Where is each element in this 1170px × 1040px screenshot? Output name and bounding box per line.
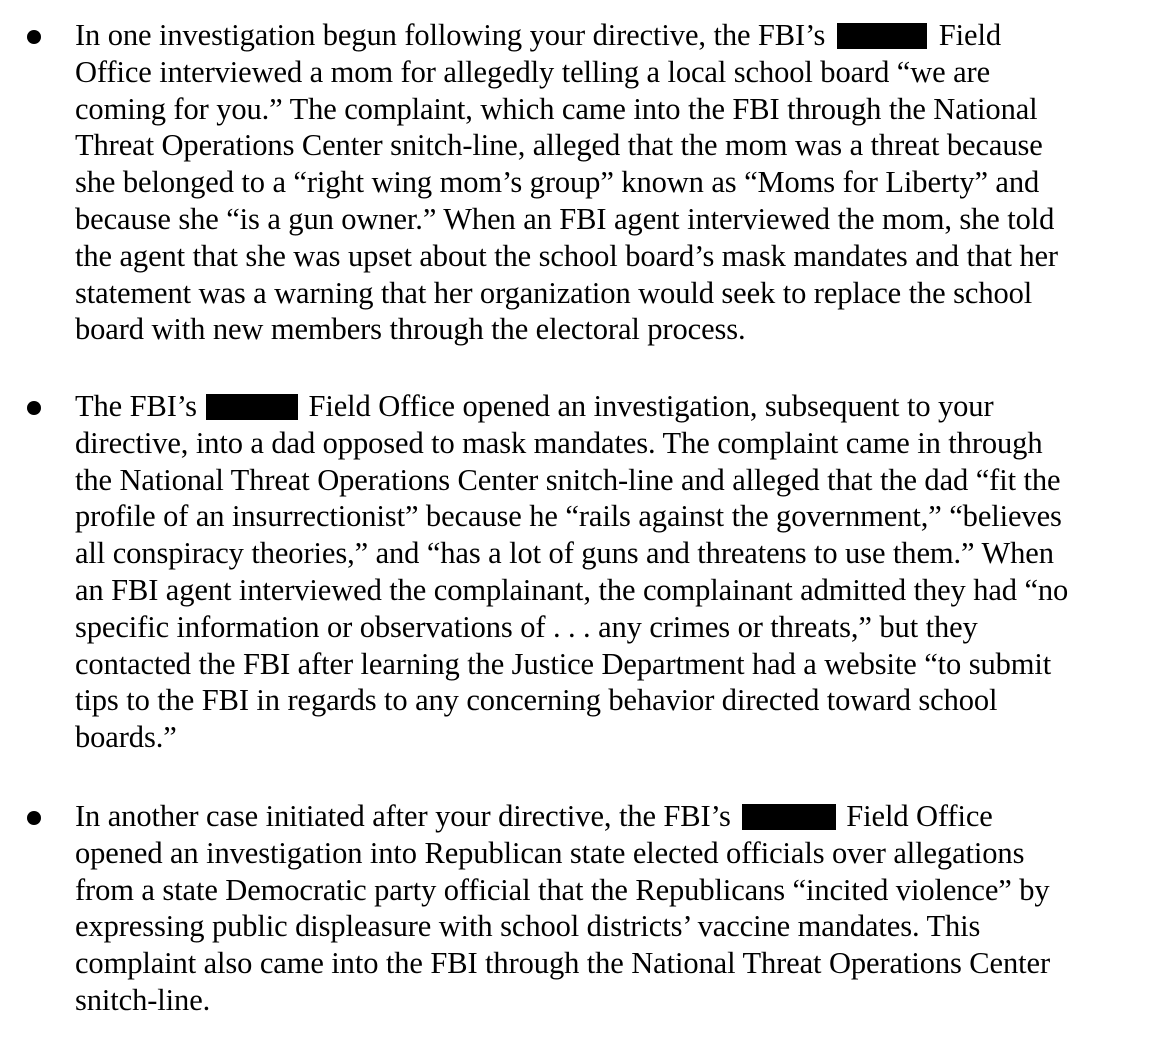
text-line: directive, into a dad opposed to mask mandates. The complaint came in through bbox=[75, 425, 1043, 460]
text-line bbox=[75, 388, 1140, 425]
text-segment: Field Office bbox=[846, 799, 993, 833]
text-segment: Field bbox=[938, 18, 1001, 52]
text-line: specific information or observations of . . . any crimes or threats,” but they bbox=[75, 609, 978, 644]
bullet-marker bbox=[27, 401, 41, 415]
text-line: from a state Democratic party official that the Republicans “incited violence” by bbox=[75, 872, 1050, 907]
text-segment: In one investigation begun following your directive, the FBI’s bbox=[75, 18, 833, 52]
bullet-marker bbox=[27, 811, 41, 825]
redaction-bar bbox=[206, 394, 298, 420]
text-line: all conspiracy theories,” and “has a lot of guns and threatens to use them.” When bbox=[75, 536, 1054, 571]
text-line: snitch-line. bbox=[75, 982, 211, 1017]
text-line: she belonged to a “right wing mom’s group” known as “Moms for Liberty” and bbox=[75, 165, 1040, 200]
text-line: contacted the FBI after learning the Justice Department had a website “to submit bbox=[75, 646, 1052, 681]
text-line: statement was a warning that her organization would seek to replace the school bbox=[75, 275, 1033, 310]
text-line: profile of an insurrectionist” because he “rails against the government,” “believes bbox=[75, 499, 1062, 534]
bullet-paragraph bbox=[75, 798, 1140, 1019]
text-segment: Field Office opened an investigation, subsequent to your bbox=[308, 389, 994, 423]
text-line: coming for you.” The complaint, which came into the FBI through the National bbox=[75, 91, 1038, 126]
text-line: Threat Operations Center snitch-line, alleged that the mom was a threat because bbox=[75, 128, 1043, 163]
text-line bbox=[75, 17, 1140, 54]
bullet-marker bbox=[27, 30, 41, 44]
redaction-bar bbox=[742, 804, 836, 830]
text-line: opened an investigation into Republican state elected officials over allegations bbox=[75, 835, 1025, 870]
text-line: boards.” bbox=[75, 720, 177, 755]
text-line: an FBI agent interviewed the complainant, the complainant admitted they had “no bbox=[75, 572, 1069, 607]
text-line: complaint also came into the FBI through the National Threat Operations Center bbox=[75, 946, 1051, 981]
text-segment: The FBI’s bbox=[75, 389, 205, 423]
text-line: the National Threat Operations Center snitch-line and alleged that the dad “fit the bbox=[75, 462, 1061, 497]
text-line: expressing public displeasure with school districts’ vaccine mandates. This bbox=[75, 909, 981, 944]
text-segment: In another case initiated after your directive, the FBI’s bbox=[75, 799, 739, 833]
text-line: the agent that she was upset about the school board’s mask mandates and that her bbox=[75, 238, 1058, 273]
redaction-bar bbox=[837, 23, 927, 49]
bullet-paragraph bbox=[75, 388, 1140, 756]
text-line: board with new members through the electoral process. bbox=[75, 312, 746, 347]
text-line: because she “is a gun owner.” When an FBI agent interviewed the mom, she told bbox=[75, 201, 1055, 236]
text-line: tips to the FBI in regards to any concerning behavior directed toward school bbox=[75, 683, 998, 718]
bullet-paragraph bbox=[75, 17, 1140, 348]
text-line bbox=[75, 798, 1140, 835]
text-line: Office interviewed a mom for allegedly telling a local school board “we are bbox=[75, 54, 991, 89]
